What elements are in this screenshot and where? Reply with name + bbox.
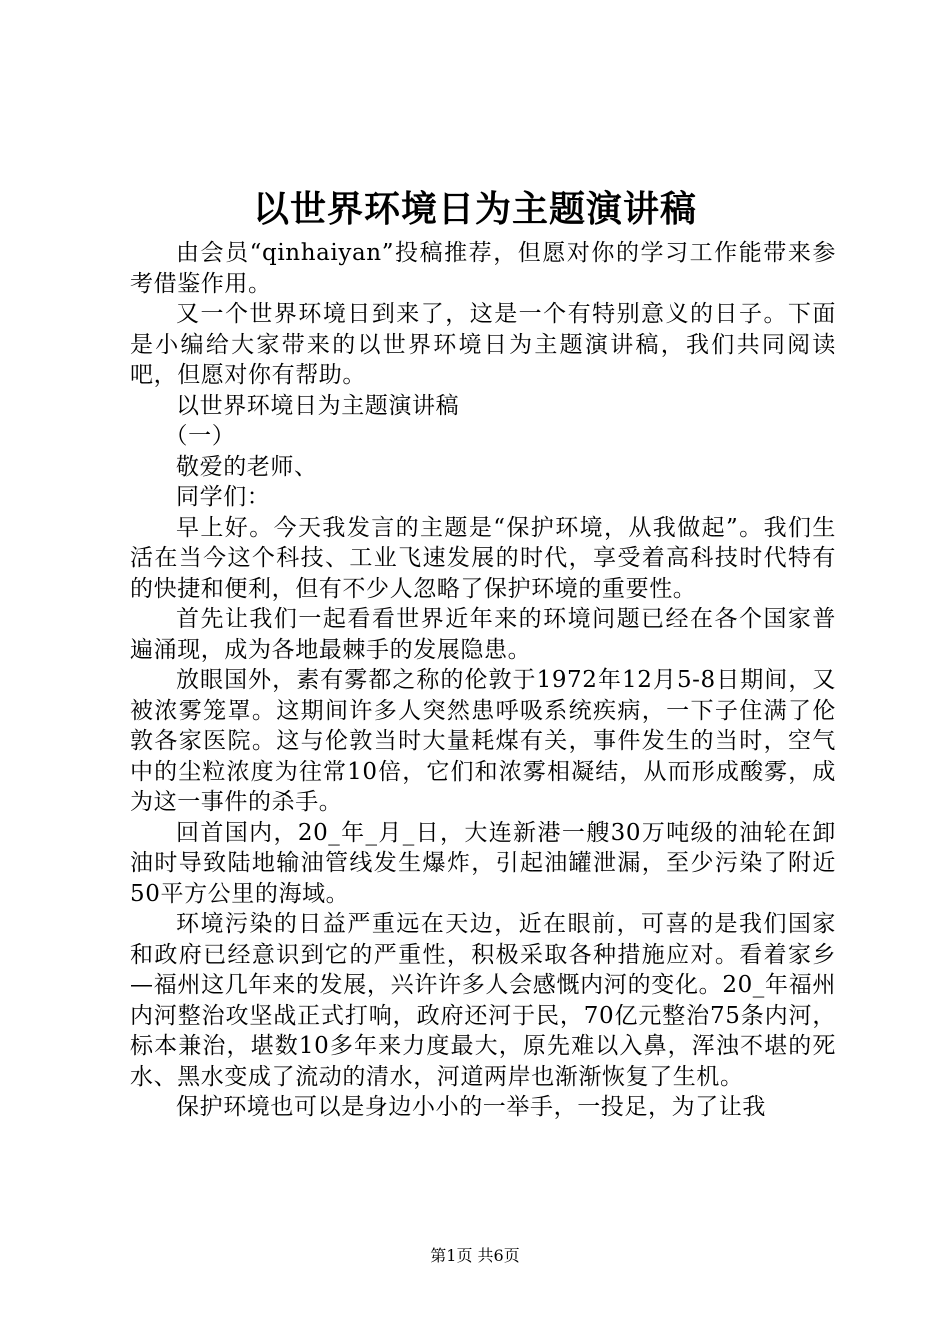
- document-body: [130, 238, 836, 1123]
- paragraph-world-issues: 首先让我们一起看看世界近年来的环境问题已经在各个国家普遍涌现，成为各地最棘手的发展隐患。: [130, 606, 836, 663]
- paragraph-dalian-oil: 回首国内，20_年_月_日，大连新港一艘30万吨级的油轮在卸油时导致陆地输油管线发生爆炸，引起油罐泄漏，至少污染了附近50平方公里的海域。: [130, 819, 836, 907]
- paragraph-preface: 又一个世界环境日到来了，这是一个有特别意义的日子。下面是小编给大家带来的以世界环境日为主题演讲稿，我们共同阅读吧，但愿对你有帮助。: [130, 301, 836, 388]
- paragraph-salutation-students: 同学们：: [176, 484, 271, 510]
- page-footer: 第1页 共6页: [430, 1246, 520, 1265]
- paragraph-protect-environment: 保护环境也可以是身边小小的一举手，一投足，为了让我: [176, 1094, 766, 1120]
- paragraph-section-number: （一）: [164, 423, 236, 449]
- paragraph-greeting: 早上好。今天我发言的主题是“保护环境，从我做起”。我们生活在当今这个科技、工业飞速发展的时代，享受着高科技时代特有的快捷和便利，但有不少人忽略了保护环境的重要性。: [130, 514, 836, 602]
- paragraph-london-fog: 放眼国外，素有雾都之称的伦敦于1972年12月5-8日期间，又被浓雾笼罩。这期间许多人突然患呼吸系统疾病，一下子住满了伦敦各家医院。这与伦敦当时大量耗煤有关，事件发生的当时，空气中的尘粒浓度为往常10倍，它们和浓雾相凝结，从而形成酸雾，成为这一事件的杀手。: [130, 667, 836, 815]
- document-title: 以世界环境日为主题演讲稿: [252, 188, 697, 230]
- paragraph-fuzhou-rivers: 环境污染的日益严重远在天边，近在眼前，可喜的是我们国家和政府已经意识到它的严重性，积极采取各种措施应对。看着家乡—福州这几年来的发展，兴许许多人会感慨内河的变化。20_年福州内河整治攻坚战正式打响，政府还河于民，70亿元整治75条内河，标本兼治，堪数10多年来力度最大，原先难以入鼻，浑浊不堪的死水、黑水变成了流动的清水，河道两岸也渐渐恢复了生机。: [130, 911, 836, 1090]
- paragraph-intro: 由会员“qinhaiyan”投稿推荐，但愿对你的学习工作能带来参考借鉴作用。: [130, 240, 836, 297]
- paragraph-subtitle: 以世界环境日为主题演讲稿: [176, 392, 460, 419]
- paragraph-salutation-teachers: 敬爱的老师、: [176, 453, 318, 480]
